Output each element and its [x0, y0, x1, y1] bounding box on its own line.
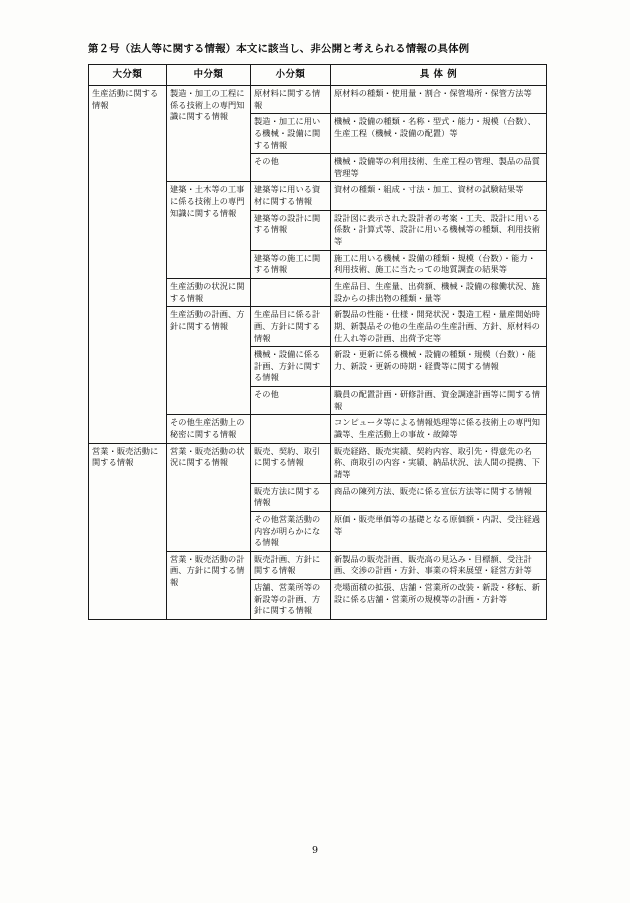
cell-minor: 販売、契約、取引に関する情報 [251, 443, 331, 483]
cell-minor: 販売計画、方針に関する情報 [251, 551, 331, 579]
cell-middle: その他生産活動上の秘密に関する情報 [167, 415, 251, 443]
cell-minor: 機械・設備に係る計画、方針に関する情報 [251, 347, 331, 387]
cell-example: 新設・更新に係る機械・設備の種類・規模（台数）・能力、新設・更新の時期・経費等に関する情報 [331, 347, 547, 387]
cell-minor: その他 [251, 387, 331, 415]
cell-minor [251, 415, 331, 443]
cell-example: 設計図に表示された設計者の考案・工夫、設計に用いる係数・計算式等、設計に用いる機械等の種類、利用技術等 [331, 210, 547, 250]
cell-minor: 建築等の施工に関する情報 [251, 250, 331, 278]
cell-middle: 営業・販売活動の状況に関する情報 [167, 443, 251, 551]
cell-middle: 営業・販売活動の計画、方針に関する情報 [167, 551, 251, 619]
cell-minor: 建築等の設計に関する情報 [251, 210, 331, 250]
column-header-middle: 中分類 [167, 65, 251, 86]
cell-minor: その他 [251, 154, 331, 182]
cell-minor: 販売方法に関する情報 [251, 483, 331, 511]
cell-middle: 建築・土木等の工事に係る技術上の専門知識に関する情報 [167, 182, 251, 278]
cell-example: 施工に用いる機械・設備の種類・規模（台数）・能力・利用技術、施工に当たっての地質調査の結果等 [331, 250, 547, 278]
cell-minor: 製造・加工に用いる機械・設備に関する情報 [251, 114, 331, 154]
cell-example: 新製品の性能・仕様・開発状況・製造工程・量産開始時期、新製品その他の生産品の生産計画、方針、原材料の仕入れ等の計画、出荷予定等 [331, 307, 547, 347]
cell-minor: 生産品目に係る計画、方針に関する情報 [251, 307, 331, 347]
cell-example: コンピュータ等による情報処理等に係る技術上の専門知識等、生産活動上の事故・故障等 [331, 415, 547, 443]
cell-example: 職員の配置計画・研修計画、資金調達計画等に関する情報 [331, 387, 547, 415]
classification-table [88, 64, 547, 620]
cell-major: 営業・販売活動に関する情報 [89, 443, 167, 619]
cell-example: 生産品目、生産量、出荷額、機械・設備の稼働状況、施設からの排出物の種類・量等 [331, 278, 547, 306]
cell-minor [251, 278, 331, 306]
cell-example: 新製品の販売計画、販売高の見込み・目標額、受注計画、交渉の計画・方針、事業の将来展望・経営方針等 [331, 551, 547, 579]
column-header-minor: 小分類 [251, 65, 331, 86]
cell-minor: 店舗、営業所等の新設等の計画、方針に関する情報 [251, 580, 331, 620]
cell-middle: 製造・加工の工程に係る技術上の専門知識に関する情報 [167, 86, 251, 182]
table-header [89, 65, 547, 86]
cell-example: 資材の種類・組成・寸法・加工、資材の試験結果等 [331, 182, 547, 210]
column-header-example: 具 体 例 [331, 65, 547, 86]
table-row [89, 86, 547, 114]
cell-example: 原価・販売単価等の基礎となる原価額・内訳、受注経過等 [331, 511, 547, 551]
column-header-major: 大分類 [89, 65, 167, 86]
cell-major: 生産活動に関する情報 [89, 86, 167, 444]
cell-middle: 生産活動の計画、方針に関する情報 [167, 307, 251, 415]
cell-example: 商品の陳列方法、販売に係る宣伝方法等に関する情報 [331, 483, 547, 511]
cell-minor: その他営業活動の内容が明らかになる情報 [251, 511, 331, 551]
cell-minor: 建築等に用いる資材に関する情報 [251, 182, 331, 210]
cell-example: 売場面積の拡張、店舗・営業所の改装・新設・移転、新設に係る店舗・営業所の規模等の計画・方針等 [331, 580, 547, 620]
cell-minor: 原材料に関する情報 [251, 86, 331, 114]
cell-example: 機械・設備等の利用技術、生産工程の管理、製品の品質管理等 [331, 154, 547, 182]
cell-example: 販売経路、販売実績、契約内容、取引先・得意先の名称、商取引の内容・実績、納品状況、法人間の提携、下請等 [331, 443, 547, 483]
page-title: 第２号（法人等に関する情報）本文に該当し、非公開と考えられる情報の具体例 [88, 43, 470, 55]
cell-middle: 生産活動の状況に関する情報 [167, 278, 251, 306]
page-number: 9 [311, 845, 319, 856]
cell-example: 原材料の種類・使用量・割合・保管場所・保管方法等 [331, 86, 547, 114]
table-body [89, 86, 547, 620]
table-row [89, 443, 547, 483]
table-header-row [89, 65, 547, 86]
cell-example: 機械・設備の種類・名称・型式・能力・規模（台数）、生産工程（機械・設備の配置）等 [331, 114, 547, 154]
